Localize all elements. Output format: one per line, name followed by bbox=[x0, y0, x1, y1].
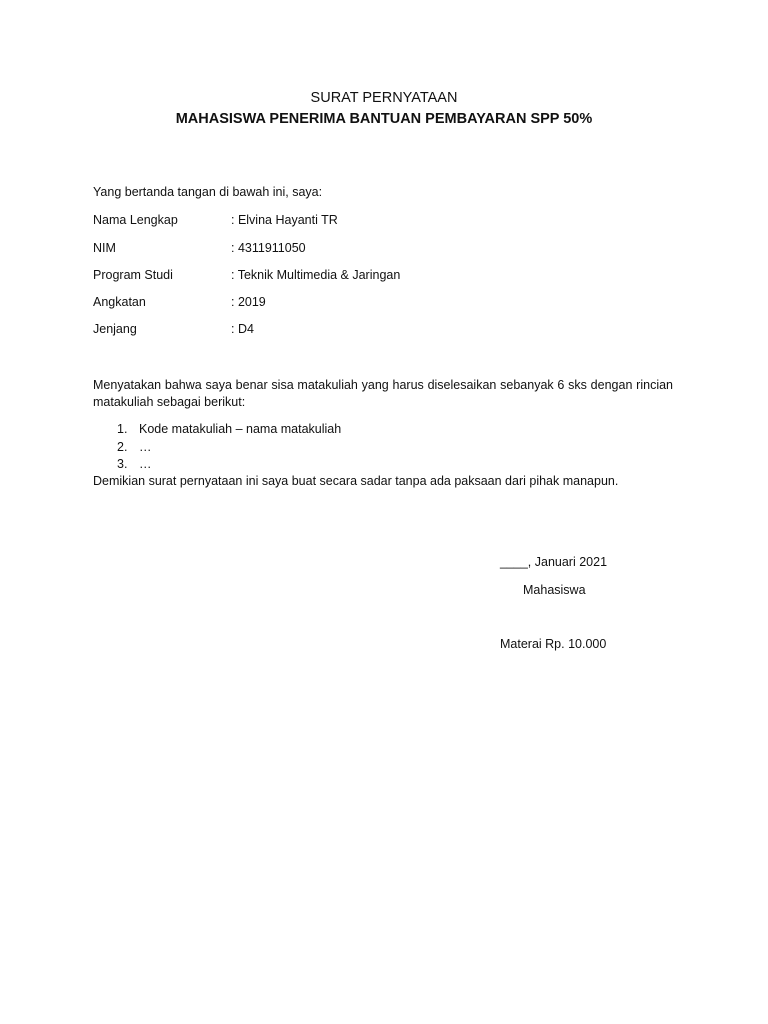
field-label-nim: NIM bbox=[93, 241, 116, 255]
stamp-label: Materai Rp. 10.000 bbox=[500, 637, 607, 651]
intro-text: Yang bertanda tangan di bawah ini, saya: bbox=[93, 185, 323, 199]
list-item-number: 2. bbox=[117, 439, 128, 454]
list-item bbox=[93, 456, 341, 474]
field-label-angkatan: Angkatan bbox=[93, 295, 146, 309]
list-item bbox=[93, 421, 341, 439]
list-item-number: 1. bbox=[117, 422, 128, 436]
list-item-number: 3. bbox=[117, 457, 128, 471]
document-subtitle: MAHASISWA PENERIMA BANTUAN PEMBAYARAN SPP 50% bbox=[175, 111, 593, 127]
field-value-nama-lengkap: : Elvina Hayanti TR bbox=[231, 213, 338, 227]
course-list bbox=[93, 421, 341, 474]
list-item-text: Kode matakuliah – nama matakuliah bbox=[139, 422, 342, 436]
document-title: SURAT PERNYATAAN bbox=[310, 90, 458, 106]
field-label-jenjang: Jenjang bbox=[93, 322, 137, 336]
field-value-program-studi: : Teknik Multimedia & Jaringan bbox=[231, 268, 401, 282]
list-item-text: … bbox=[139, 457, 152, 471]
closing-text: Demikian surat pernyataan ini saya buat secara sadar tanpa ada paksaan dari pihak manapun. bbox=[93, 474, 619, 488]
statement-paragraph: Menyatakan bahwa saya benar sisa matakuliah yang harus diselesaikan sebanyak 6 sks dengan rincian matakuliah sebagai berikut: bbox=[93, 378, 673, 409]
field-value-nim: : 4311911050 bbox=[231, 241, 306, 255]
field-value-jenjang: : D4 bbox=[231, 322, 254, 336]
field-label-nama-lengkap: Nama Lengkap bbox=[93, 213, 178, 227]
list-item-text: … bbox=[139, 439, 152, 454]
field-value-angkatan: : 2019 bbox=[231, 295, 266, 309]
list-item bbox=[93, 439, 341, 457]
signature-date: ____, Januari 2021 bbox=[500, 555, 608, 569]
field-label-program-studi: Program Studi bbox=[93, 268, 173, 282]
signature-role: Mahasiswa bbox=[523, 583, 586, 597]
